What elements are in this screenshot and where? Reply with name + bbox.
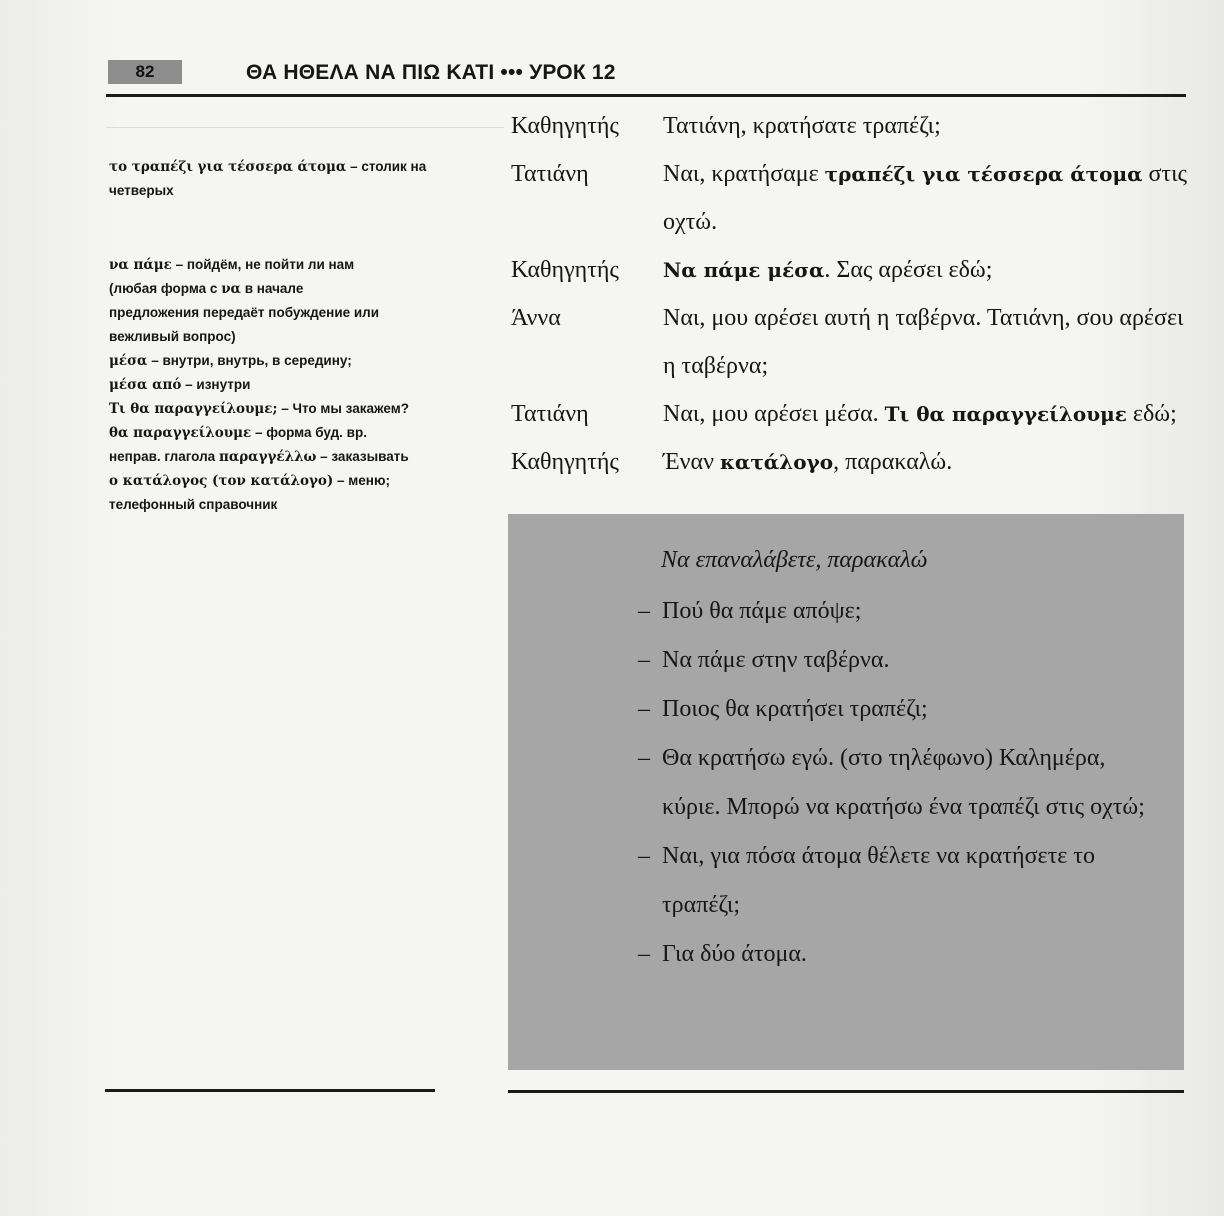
gloss-block — [109, 155, 439, 203]
gloss-text: четверых — [109, 183, 174, 198]
exercise-line — [638, 685, 1158, 734]
dialogue-line — [663, 438, 1191, 486]
exercise-title: Να επαναλάβετε, παρακαλώ — [661, 547, 928, 573]
speaker-name: Καθηγητής — [511, 449, 619, 475]
exercise-line — [638, 734, 1158, 832]
exercise-line — [638, 636, 1158, 685]
gloss-text: – заказывать — [316, 449, 409, 464]
dialogue-text: Ναι, μου αρέσει αυτή η ταβέρνα. Τατιάνη, σου αρέσει η ταβέρνα; — [663, 305, 1184, 379]
dash-marker: – — [638, 745, 650, 771]
gloss-text: – столик на — [346, 159, 427, 174]
repeat-exercise-box — [508, 514, 1184, 1070]
exercise-line — [638, 930, 1158, 979]
dialogue-text: , παρακαλώ. — [833, 449, 953, 475]
page-number: 82 — [108, 60, 182, 84]
exercise-text: Ποιος θα κρατήσει τραπέζι; — [662, 696, 928, 722]
gloss-text: – изнутри — [181, 377, 251, 392]
gloss-text: предложения передаёт побуждение или — [109, 305, 380, 320]
gloss-line — [109, 493, 439, 517]
gloss-line — [109, 445, 439, 469]
speaker-name: Τατιάνη — [511, 401, 589, 427]
speaker-name: Καθηγητής — [511, 113, 619, 139]
dialogue-line — [663, 102, 1191, 150]
dialogue-turn — [511, 294, 1191, 390]
exercise-line — [638, 832, 1158, 930]
bottom-rule-left — [105, 1089, 435, 1092]
dash-marker: – — [638, 843, 650, 869]
speaker-name: Καθηγητής — [511, 257, 619, 283]
gloss-line — [109, 155, 439, 179]
greek-term: να πάμε — [109, 257, 172, 273]
greek-term: παραγγέλλω — [218, 449, 317, 465]
speaker-name: Άννα — [511, 305, 561, 331]
dialogue-turn — [511, 438, 1191, 486]
bottom-rule-right — [508, 1090, 1184, 1093]
gloss-text: – пойдём, не пойти ли нам — [171, 257, 355, 272]
vocabulary-highlight: τραπέζι για τέσσερα άτομα — [824, 162, 1143, 186]
gloss-text: в начале — [240, 281, 304, 296]
gloss-line — [109, 421, 439, 445]
dialogue-text: Έναν — [663, 449, 720, 475]
dash-marker: – — [638, 598, 650, 624]
gloss-text: – внутри, внутрь, в середину; — [147, 353, 352, 368]
dialogue-turn — [511, 246, 1191, 294]
exercise-text: Ναι, για πόσα άτομα θέλετε να κρατήσετε το τραπέζι; — [662, 843, 1095, 918]
greek-term: ο κατάλογος (τον κατάλογο) — [109, 473, 334, 489]
greek-term: το τραπέζι για τέσσερα άτομα — [109, 159, 347, 175]
gloss-line — [109, 325, 439, 349]
gloss-text: – меню; — [333, 473, 390, 488]
vocabulary-highlight: κατάλογο — [719, 450, 834, 474]
dialogue-turn — [511, 390, 1191, 438]
header-rule — [106, 94, 1186, 97]
gloss-line — [109, 397, 439, 421]
gloss-block — [109, 253, 439, 517]
dialogue-text: . Σας αρέσει εδώ; — [824, 257, 993, 283]
gloss-line — [109, 253, 439, 277]
gloss-line — [109, 301, 439, 325]
gloss-text: вежливый вопрос) — [109, 329, 236, 344]
greek-term: να — [221, 281, 241, 297]
running-head: ΘΑ ΗΘΕΛΑ ΝΑ ΠΙΩ ΚΑΤΙ ••• УРОК 12 — [246, 61, 616, 84]
dialogue-line — [663, 246, 1191, 294]
exercise-text: Θα κρατήσω εγώ. (στο τηλέφωνο) Καλημέρα, κύριε. Μπορώ να κρατήσω ένα τραπέζι στις οχτώ; — [662, 745, 1145, 820]
vocabulary-glosses — [109, 155, 439, 517]
vocabulary-highlight: Να πάμε μέσα — [663, 258, 825, 282]
faint-rule — [106, 127, 504, 128]
gloss-line — [109, 277, 439, 301]
gloss-text: – Что мы закажем? — [277, 401, 409, 416]
exercise-text: Για δύο άτομα. — [662, 941, 807, 967]
dialogue-text: Τατιάνη, κρατήσατε τραπέζι; — [663, 113, 941, 139]
greek-term: μέσα — [109, 353, 148, 369]
dialogue-line — [663, 390, 1191, 438]
dialogue-text: στις οχτώ. — [663, 161, 1188, 235]
dialogue — [511, 102, 1191, 486]
dialogue-turn — [511, 150, 1191, 246]
gloss-line — [109, 179, 439, 203]
exercise-text: Πού θα πάμε απόψε; — [662, 598, 862, 624]
speaker-name: Τατιάνη — [511, 161, 589, 187]
exercise-text: Να πάμε στην ταβέρνα. — [662, 647, 890, 673]
gloss-line — [109, 349, 439, 373]
dialogue-line — [663, 294, 1191, 390]
gloss-text: – форма буд. вр. — [251, 425, 367, 440]
greek-term: θα παραγγείλουμε — [109, 425, 252, 441]
dialogue-text: Ναι, μου αρέσει μέσα. — [663, 401, 885, 427]
dialogue-line — [663, 150, 1191, 246]
dialogue-text: Ναι, κρατήσαμε — [663, 161, 825, 187]
exercise-line — [638, 587, 1158, 636]
exercise-lines — [638, 587, 1158, 979]
dash-marker: – — [638, 647, 650, 673]
dialogue-text: εδώ; — [1126, 401, 1177, 427]
vocabulary-highlight: Τι θα παραγγείλουμε — [884, 402, 1127, 426]
gloss-text: телефонный справочник — [109, 497, 278, 512]
gloss-line — [109, 469, 439, 493]
gloss-line — [109, 373, 439, 397]
gloss-text: неправ. глагола — [109, 449, 219, 464]
dialogue-turn — [511, 102, 1191, 150]
greek-term: μέσα από — [109, 377, 182, 393]
dash-marker: – — [638, 696, 650, 722]
dash-marker: – — [638, 941, 650, 967]
greek-term: Τι θα παραγγείλουμε; — [109, 401, 278, 417]
gloss-text: (любая форма с — [109, 281, 222, 296]
